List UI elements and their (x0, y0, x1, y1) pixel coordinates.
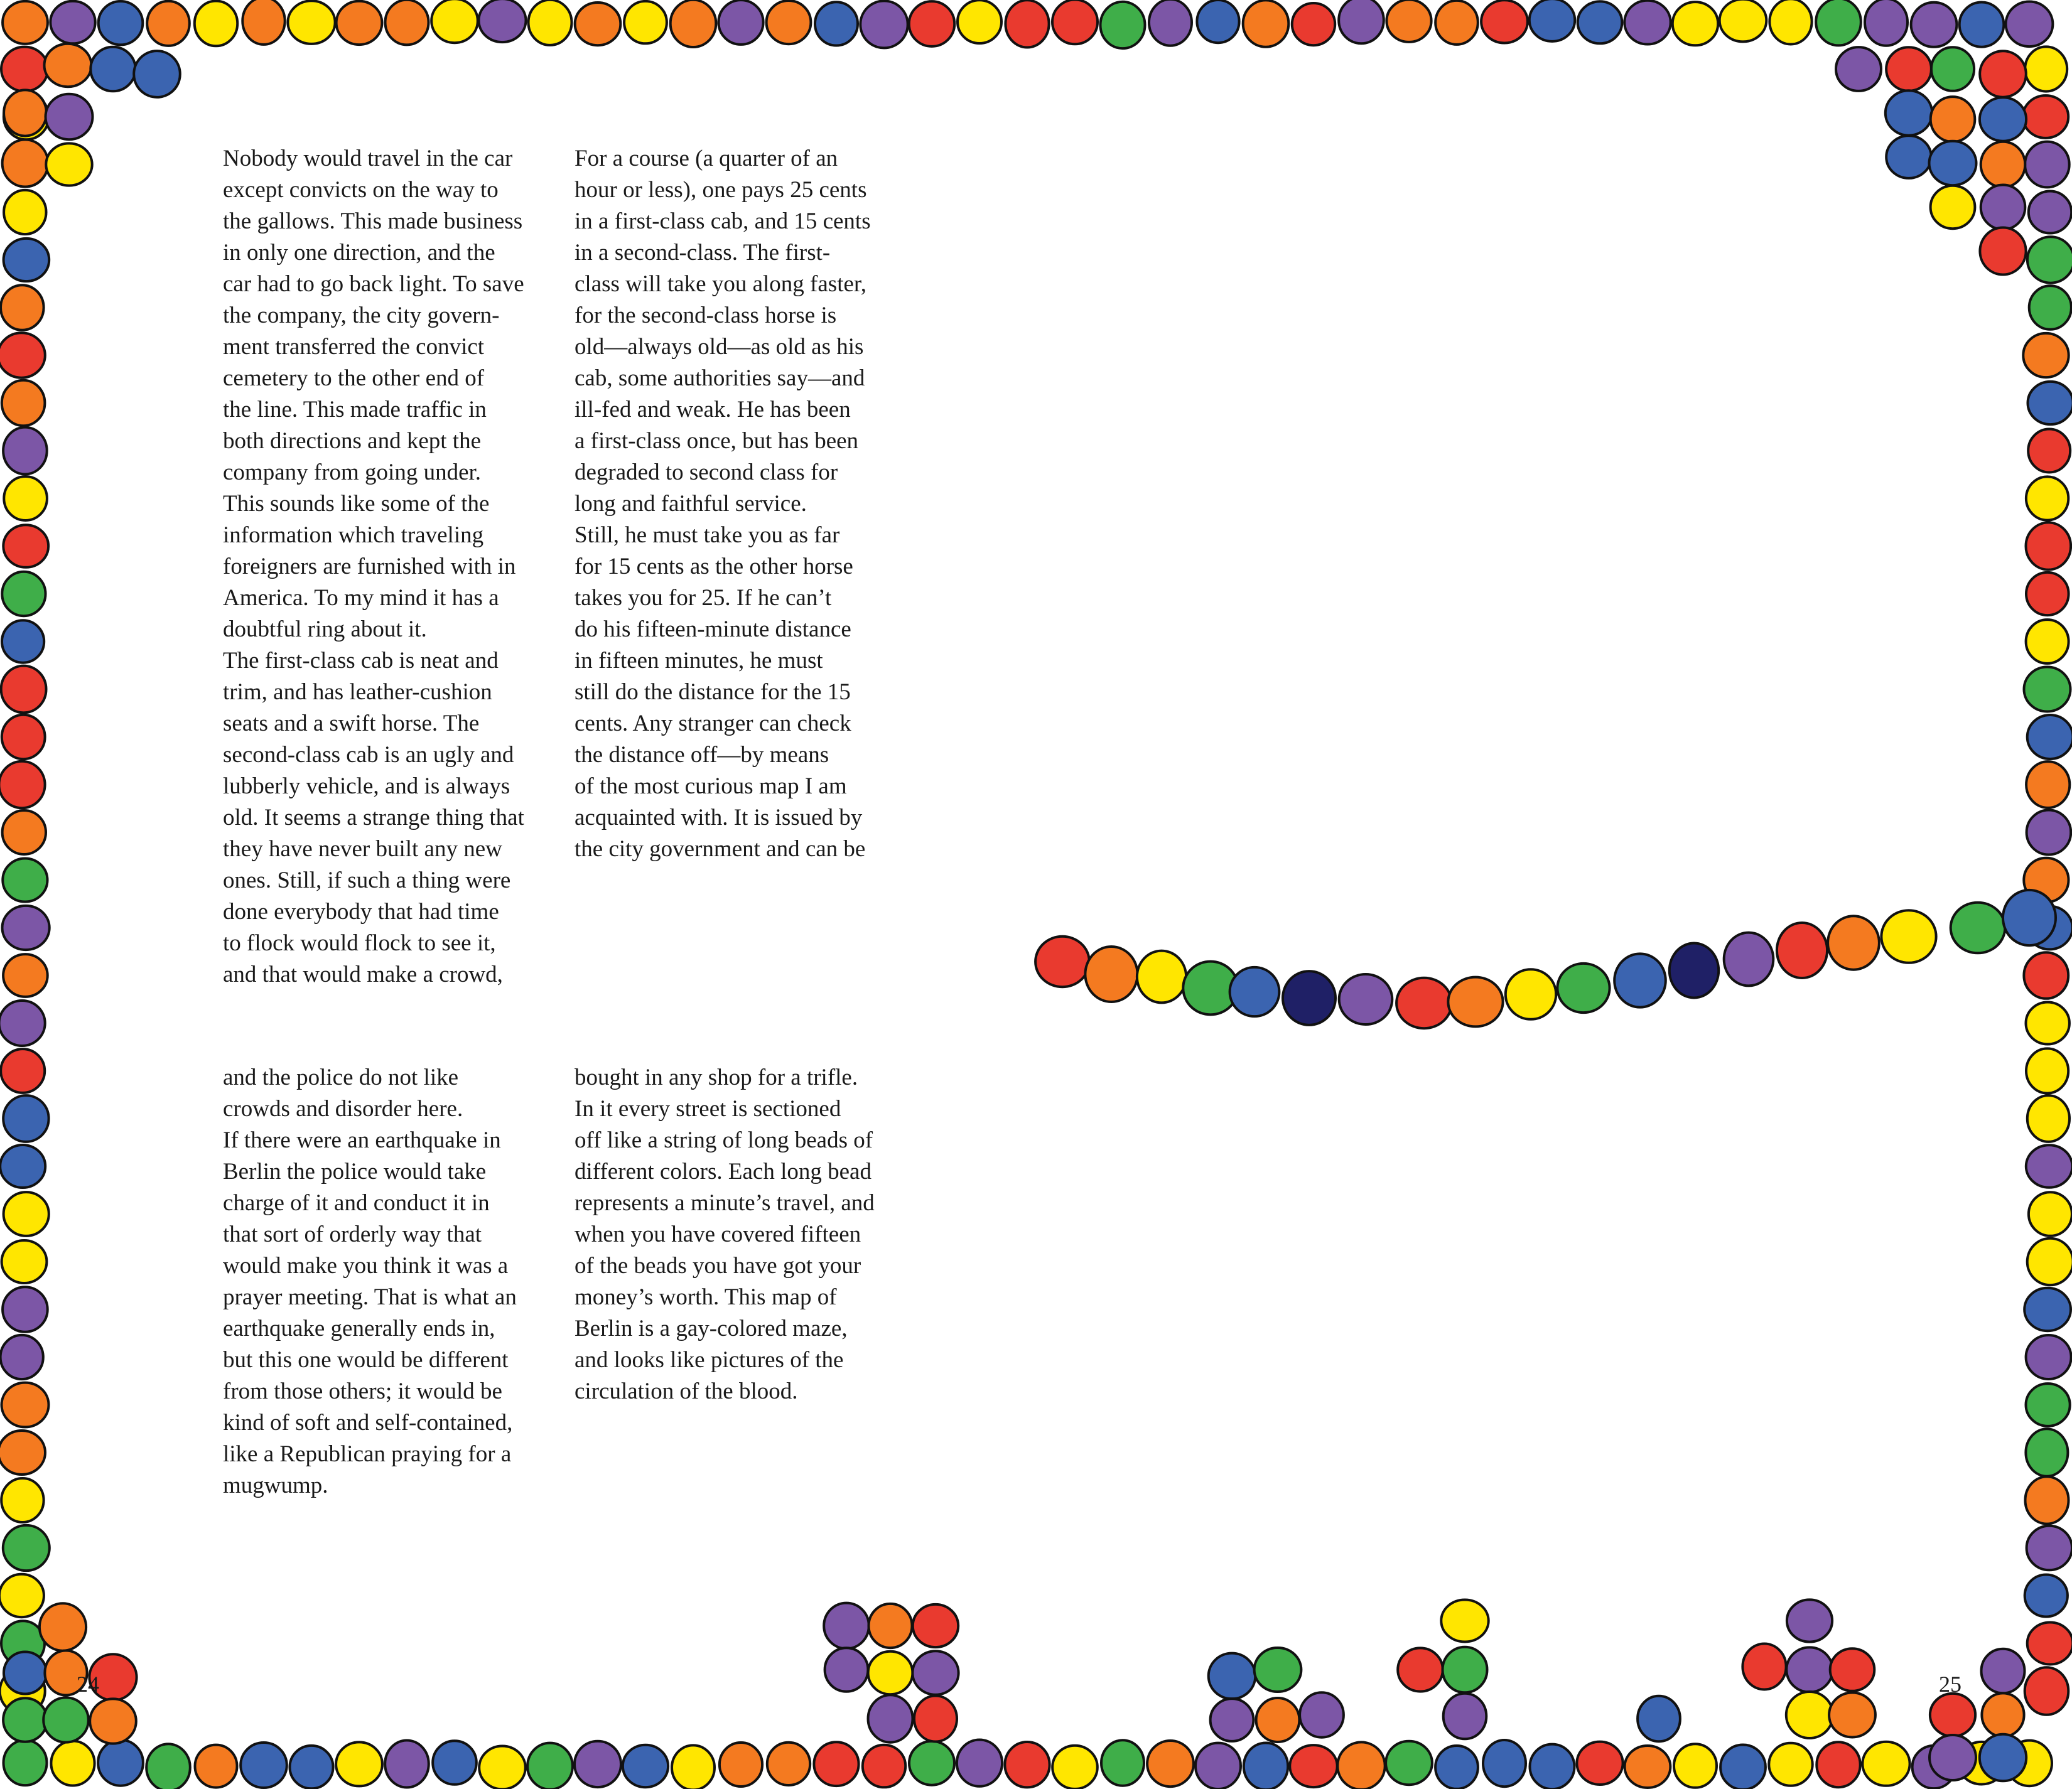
bead (1300, 1692, 1344, 1737)
bead (1828, 916, 1879, 969)
bead (2026, 572, 2069, 615)
bead (146, 1744, 190, 1789)
bead (1911, 3, 1957, 47)
bead (2027, 1526, 2072, 1570)
bead (2, 1383, 49, 1427)
bead (1085, 947, 1137, 1002)
bead (98, 1740, 143, 1786)
bead (1339, 974, 1393, 1024)
bead (2025, 1575, 2068, 1617)
bead (4, 190, 46, 234)
bead (43, 1697, 89, 1742)
bead (1830, 1648, 1875, 1691)
bead (3, 1095, 48, 1142)
bead (3, 1525, 50, 1571)
bead (671, 0, 716, 47)
bead (1101, 1740, 1144, 1785)
bead (1886, 90, 1932, 135)
bead (1435, 1746, 1478, 1789)
bead (45, 44, 92, 87)
bead (623, 1745, 668, 1787)
bead (336, 1742, 382, 1786)
bead (624, 1, 667, 43)
bead (3, 427, 47, 475)
bead (1443, 1694, 1487, 1739)
bead (1777, 923, 1827, 978)
bead (1786, 1692, 1833, 1738)
bead (1674, 1744, 1717, 1788)
bead (2027, 237, 2072, 282)
bead (2024, 1288, 2071, 1331)
bead (958, 0, 1001, 43)
bead (46, 94, 93, 139)
bead (2003, 890, 2056, 945)
bead (2024, 952, 2068, 999)
bead (0, 1145, 45, 1188)
bead (720, 1743, 762, 1786)
bead (2026, 1048, 2068, 1093)
page-number-right: 25 (1939, 1672, 1961, 1697)
bead (1435, 1, 1478, 45)
bead (1448, 977, 1503, 1027)
bead (2023, 333, 2068, 377)
bead (824, 1603, 869, 1649)
bead (1614, 954, 1666, 1007)
bead (1980, 228, 2026, 275)
text-column-bottom-left: and the police do not like crowds and disorder here. If there were an earthquake in Berlin the police would take charge of it and conduct it in that sort of orderly way that would make you think it was a prayer meeting. That is what an earthquake generally ends in, but this one would be different from those others; it would be kind of soft and self-contained, like a Republican praying for a mugwump. (223, 1065, 517, 1498)
bead (2, 620, 44, 662)
bead (2025, 1667, 2069, 1715)
bead (1398, 1648, 1443, 1691)
bead (2026, 761, 2069, 808)
bead (1209, 1653, 1256, 1699)
bead (1, 1478, 43, 1522)
bead (1670, 943, 1719, 998)
bead (337, 1, 382, 45)
bead (0, 761, 45, 808)
bead (1, 1335, 43, 1379)
bead (3, 140, 48, 187)
bead (2026, 1476, 2069, 1523)
bead (868, 1695, 913, 1742)
bead (1339, 0, 1384, 43)
bead (1816, 0, 1861, 45)
bead (1149, 0, 1192, 46)
bead (575, 3, 621, 45)
bead (2006, 2, 2053, 47)
bead (2029, 191, 2071, 234)
bead (1930, 1694, 1975, 1736)
bead (1980, 97, 2026, 141)
bead (2, 1240, 47, 1283)
bead (1577, 1742, 1622, 1785)
bead (195, 1, 237, 46)
bead (1886, 136, 1931, 178)
bead (529, 0, 572, 45)
bead (2029, 286, 2071, 330)
bead (1052, 0, 1098, 44)
bead (1724, 933, 1774, 986)
bead (1578, 1, 1622, 43)
bead (1742, 1644, 1786, 1690)
text-column-bottom-right: bought in any shop for a trifle. In it every street is sectioned off like a string of long beads of different colors. Each long bead represents a minute’s travel, and when you have covered fifteen of the beads you have got your money’s worth. This map of Berlin is a gay-colored maze, and looks like pictures of the circulation of the blood. (575, 1065, 875, 1404)
bead (433, 1741, 477, 1785)
bead (527, 1743, 573, 1789)
bead (1951, 903, 2005, 954)
bead (1243, 0, 1289, 46)
bead (1211, 1699, 1254, 1741)
bead (2029, 1192, 2072, 1236)
bead (868, 1652, 913, 1694)
bead (46, 143, 92, 185)
bead (1929, 141, 1977, 185)
bead (0, 1001, 45, 1046)
bead (1886, 47, 1931, 90)
bead (288, 1, 335, 44)
bead (0, 333, 45, 377)
bead (1, 666, 46, 713)
bead (860, 1, 907, 48)
bead (1337, 1742, 1384, 1789)
bead (1787, 1599, 1832, 1641)
bead (1931, 47, 1974, 91)
bead (1101, 2, 1145, 48)
bead (1982, 1693, 2024, 1736)
bead (1441, 1600, 1488, 1642)
bead (1881, 910, 1936, 963)
bead (431, 0, 478, 43)
bead (1195, 1743, 1241, 1789)
bead (2028, 429, 2070, 473)
bead (1625, 1746, 1671, 1788)
bead (1931, 97, 1975, 142)
bead (913, 1604, 958, 1647)
bead (2026, 1335, 2071, 1379)
bead (909, 1, 954, 46)
bead (672, 1745, 715, 1789)
bead (1147, 1741, 1194, 1786)
bead (4, 476, 47, 520)
bead (1481, 0, 1528, 43)
bead (385, 1741, 429, 1788)
bead (1557, 964, 1609, 1013)
bead (1862, 1742, 1909, 1786)
bead (1720, 1745, 1766, 1789)
bead (3, 1287, 48, 1332)
bead (1005, 0, 1049, 47)
bead (767, 1, 811, 44)
bead (957, 1740, 1002, 1786)
bead (99, 1, 143, 45)
bead (1980, 1734, 2026, 1781)
bead (1443, 1647, 1487, 1693)
bead (2025, 46, 2067, 91)
bead (4, 1652, 46, 1694)
bead (3, 906, 50, 950)
bead (2023, 95, 2068, 138)
bead (4, 90, 46, 136)
bead (718, 0, 763, 45)
bead (3, 859, 47, 902)
bead (1673, 2, 1718, 45)
bead (2028, 382, 2072, 424)
bead (1769, 0, 1811, 45)
bead (4, 1740, 47, 1785)
bead (1638, 1696, 1680, 1741)
bead (815, 2, 858, 45)
bead (1244, 1743, 1288, 1789)
bead (290, 1746, 333, 1788)
bead (2026, 1145, 2072, 1188)
bead (2026, 522, 2071, 569)
bead (1052, 1746, 1098, 1789)
bead (1829, 1693, 1875, 1738)
bead (195, 1745, 237, 1788)
bead (3, 810, 46, 854)
bead (51, 1741, 94, 1786)
bead (2027, 1238, 2072, 1285)
bead (2, 380, 45, 426)
bead (1386, 1741, 1432, 1785)
bead (1197, 0, 1239, 43)
bead (1816, 1742, 1860, 1787)
bead (2, 715, 45, 759)
bead (1256, 1698, 1300, 1742)
bead (912, 1651, 958, 1694)
bead (1624, 1, 1670, 45)
bead (242, 0, 284, 45)
bead (1530, 0, 1575, 41)
bead (2025, 142, 2069, 188)
bead (1836, 47, 1881, 91)
bead (1929, 1735, 1976, 1780)
text-column-top-right: For a course (a quarter of an hour or less), one pays 25 cents in a first-class cab, and 15 cents in a second-class. The first- class will take you along faster, for the second-class horse is old—always old—as old as his cab, some authorities say—and ill-fed and weak. He has been a first-class once, but has been degraded to second class for long and faithful service. Still, he must take you as far for 15 cents as the other horse takes you for 25. If he can’t do his fifteen-minute distance in fifteen minutes, he must still do the distance for the 15 cents. Any stranger can check the distance off—by means of the most curious map I am acquainted with. It is issued by the city government and can be (575, 146, 871, 862)
bead (1035, 937, 1089, 987)
bead (1230, 967, 1280, 1016)
bead (1786, 1647, 1832, 1692)
bead (2026, 1429, 2068, 1476)
bead (90, 1699, 136, 1743)
bead (0, 1574, 44, 1617)
bead (1981, 185, 2026, 230)
bead (869, 1604, 912, 1648)
bead (1005, 1742, 1049, 1787)
bead (3, 1, 48, 44)
bead (1, 285, 44, 330)
bead (1865, 0, 1907, 46)
bead (1720, 0, 1767, 41)
bead (909, 1741, 954, 1785)
bead (2026, 1383, 2070, 1426)
bead (3, 525, 48, 567)
bead (825, 1648, 868, 1691)
bead (1980, 51, 2026, 97)
bead (1960, 3, 2004, 47)
bead (4, 239, 50, 281)
bead (134, 51, 180, 97)
bead (240, 1743, 287, 1788)
bead (914, 1696, 957, 1742)
bead (479, 1746, 526, 1789)
bead (40, 1603, 86, 1650)
bead (2027, 1623, 2072, 1665)
bead (50, 1, 95, 44)
bead (2026, 1002, 2069, 1045)
bead (1137, 951, 1186, 1003)
bead (386, 0, 429, 45)
bead (1931, 186, 1975, 228)
page-number-left: 24 (77, 1672, 99, 1697)
bead (1483, 1740, 1526, 1786)
bead (3, 1698, 47, 1741)
bead (1292, 3, 1335, 45)
bead (1290, 1745, 1337, 1787)
bead (767, 1743, 810, 1785)
bead (1769, 1743, 1812, 1786)
bead (1982, 1649, 2025, 1694)
bead (575, 1741, 621, 1787)
bead (2027, 1095, 2069, 1142)
bead (1, 47, 48, 92)
bead (2, 572, 45, 616)
bead (1981, 142, 2026, 187)
text-column-top-left: Nobody would travel in the car except convicts on the way to the gallows. This made business in only one direction, and the car had to go back light. To save the company, the city govern- ment transferred the convict cemetery to the other end of the line. This made traffic in both directions and kept the company from going under. This sounds like some of the information which traveling foreigners are furnished with in America. To my mind it has a doubtful ring about it. The first-class cab is neat and trim, and has leather-cushion seats and a swift horse. The second-class cab is an ugly and lubberly vehicle, and is always old. It seems a strange thing that they have never built any new ones. Still, if such a thing were done everybody that had time to flock would flock to see it, and that would make a crowd, (223, 146, 524, 987)
bead (1386, 0, 1431, 42)
bead (2026, 620, 2069, 663)
bead (1396, 978, 1452, 1028)
bead (814, 1742, 858, 1786)
bead (4, 1192, 49, 1236)
bead (1283, 971, 1335, 1025)
bead (1530, 1744, 1575, 1789)
bead (90, 47, 135, 92)
bead (863, 1745, 905, 1788)
bead (1506, 969, 1556, 1019)
bead (2027, 715, 2072, 759)
bead (3, 954, 48, 997)
bead (0, 1431, 45, 1475)
bead (2024, 667, 2071, 712)
bead (147, 1, 190, 46)
bead (2027, 810, 2071, 855)
bead (1255, 1648, 1302, 1692)
bead (2026, 476, 2068, 520)
bead (1, 1049, 45, 1093)
bead (479, 0, 526, 42)
